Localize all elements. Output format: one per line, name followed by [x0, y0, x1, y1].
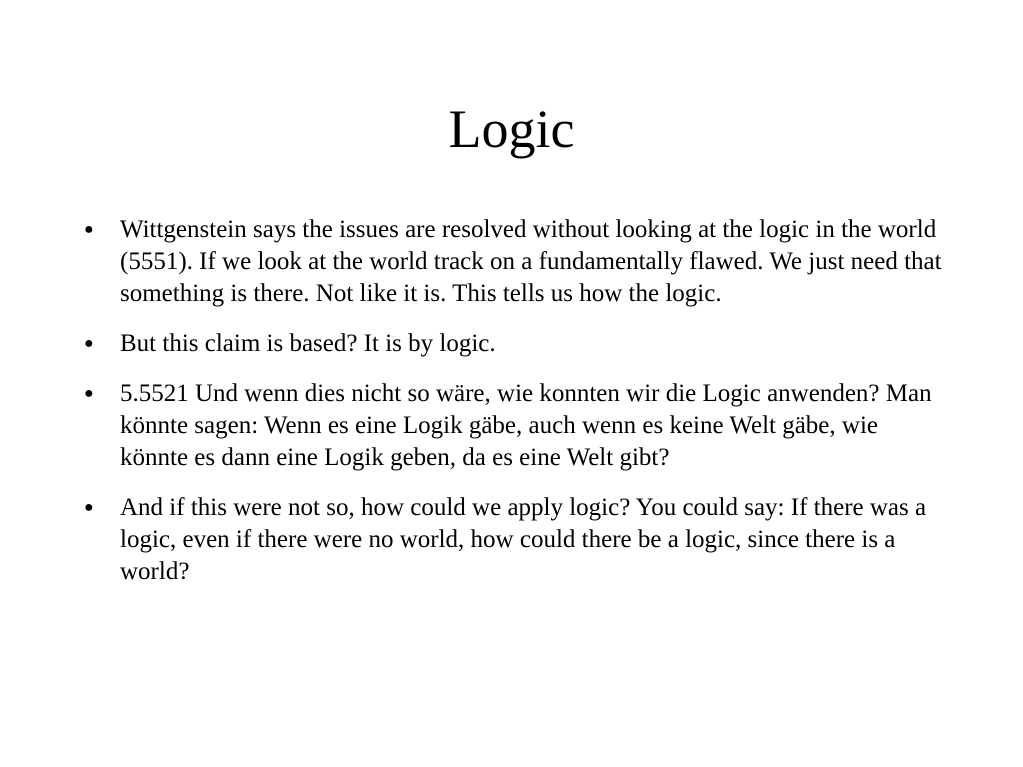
bullet-item-1: [84, 214, 944, 310]
bullet-item-2: [84, 328, 944, 360]
bullet-text-4: And if this were not so, how could we apply logic? You could say: If there was a logic, even if there were no world, how could there be a logic, since there is a world?: [120, 494, 927, 585]
bullet-icon: ●: [84, 221, 94, 238]
bullet-icon: ●: [84, 385, 94, 402]
bullet-item-4: [84, 492, 944, 588]
bullet-list: [84, 214, 944, 606]
bullet-icon: ●: [84, 499, 94, 516]
bullet-text-2: But this claim is based? It is by logic.: [120, 330, 496, 357]
bullet-text-3: 5.5521 Und wenn dies nicht so wäre, wie konnten wir die Logic anwenden? Man könnte sagen: Wenn es eine Logik gäbe, auch wenn es keine Welt gäbe, wie könnte es dann eine Logik geben, da es eine Welt gibt?: [120, 380, 932, 471]
bullet-item-3: [84, 378, 944, 474]
slide-title: Logic: [448, 99, 575, 159]
bullet-icon: ●: [84, 335, 94, 352]
bullet-text-1: Wittgenstein says the issues are resolved without looking at the logic in the world (5551). If we look at the world track on a fundamentally flawed. We just need that something is there. Not like it is. This tells us how the logic.: [120, 216, 942, 307]
